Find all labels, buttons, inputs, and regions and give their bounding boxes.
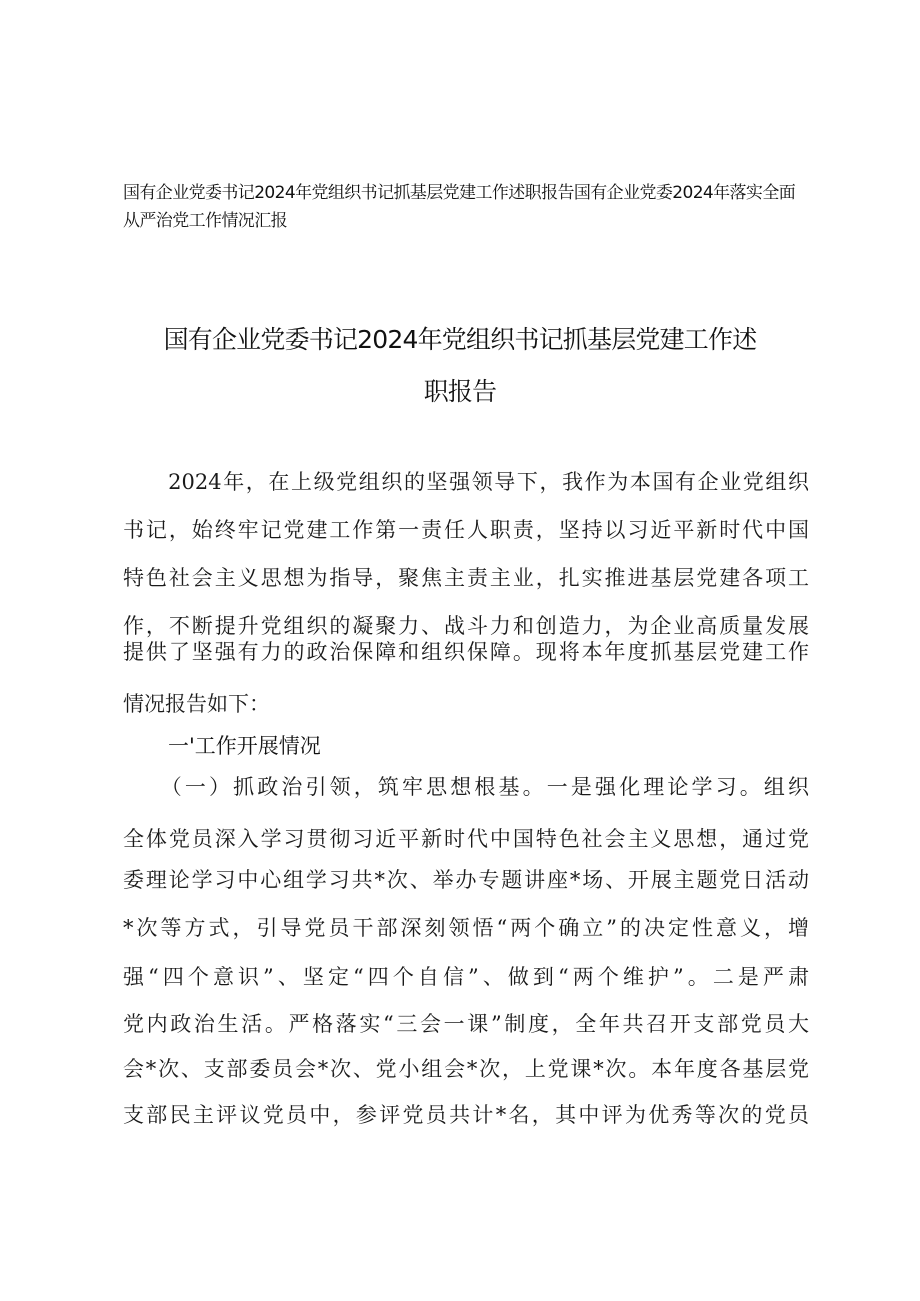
intro-line-6: 情况报告如下： [123, 692, 270, 716]
section-line-3: 委理论学习中心组学习共*次、举办专题讲座*场、开展主题党日活动 [123, 868, 809, 892]
intro-line-2: 书记，始终牢记党建工作第一责任人职责，坚持以习近平新时代中国 [123, 518, 809, 542]
section-line-8: 支部民主评议党员中，参评党员共计*名，其中评为优秀等次的党员 [123, 1103, 809, 1127]
section-line-5: 强“四个意识”、坚定“四个自信”、做到“两个维护”。二是严肃 [123, 965, 809, 989]
section-line-6: 党内政治生活。严格落实“三会一课”制度，全年共召开支部党员大 [123, 1012, 809, 1036]
document-title-line-1: 国有企业党委书记2024年党组织书记抓基层党建工作述 [163, 325, 757, 354]
intro-line-5: 提供了坚强有力的政治保障和组织保障。现将本年度抓基层党建工作 [123, 640, 809, 664]
header-line-1: 国有企业党委书记2024年党组织书记抓基层党建工作述职报告国有企业党委2024年落实全面 [123, 183, 796, 203]
intro-line-3: 特色社会主义思想为指导，聚焦主责主业，扎实推进基层党建各项工 [123, 566, 809, 590]
section-line-4: *次等方式，引导党员干部深刻领悟“两个确立”的决定性意义，增 [123, 916, 809, 940]
header-line-2: 从严治党工作情况汇报 [123, 211, 287, 231]
section-line-7: 会*次、支部委员会*次、党小组会*次，上党课*次。本年度各基层党 [123, 1057, 809, 1081]
section-line-1: （一）抓政治引领，筑牢思想根基。一是强化理论学习。组织 [123, 775, 809, 799]
intro-line-1: 2024年，在上级党组织的坚强领导下，我作为本国有企业党组织 [123, 470, 809, 494]
section-heading: 一'工作开展情况 [168, 734, 321, 758]
section-line-2: 全体党员深入学习贯彻习近平新时代中国特色社会主义思想，通过党 [123, 827, 809, 851]
intro-line-4: 作，不断提升党组织的凝聚力、战斗力和创造力，为企业高质量发展 [123, 614, 809, 638]
document-title-line-2: 职报告 [423, 377, 497, 406]
